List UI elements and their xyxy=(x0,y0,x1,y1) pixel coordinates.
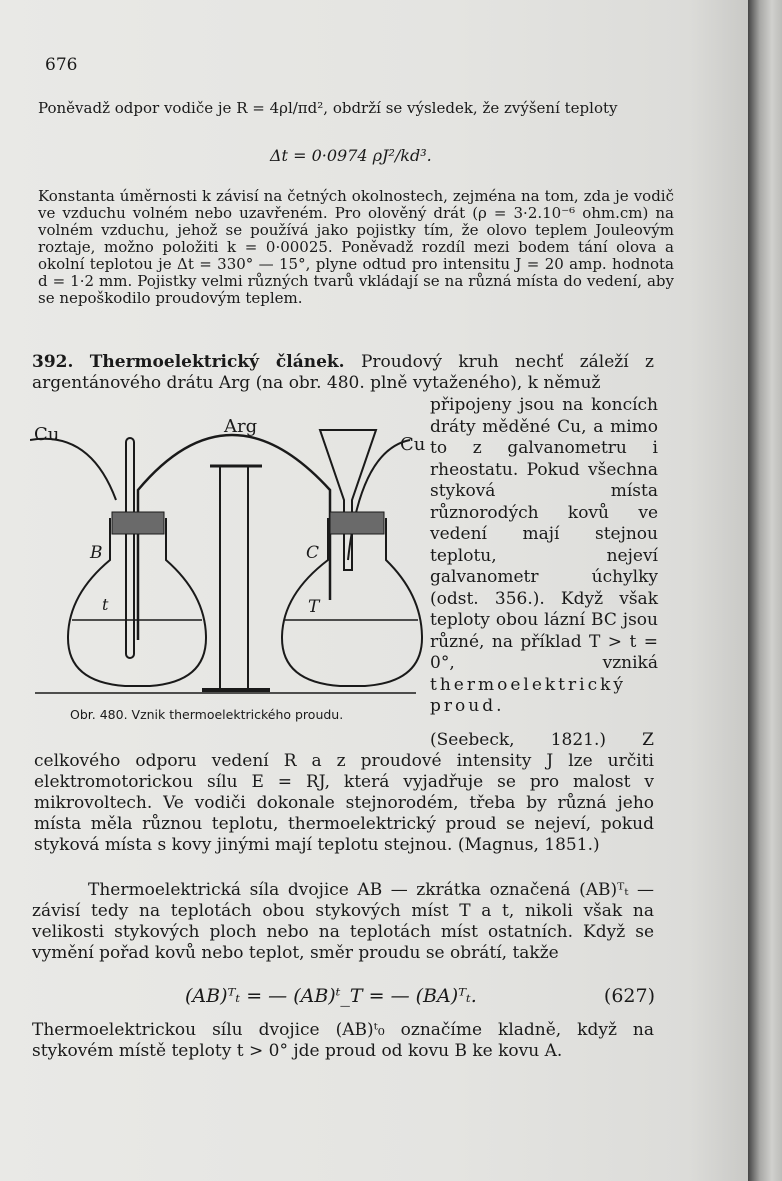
paragraph-constant-k: Konstanta úměrnosti k závisí na četných okolnostech, zejména na tom, zda je vodič ve vzduchu volném nebo uzavřeném. Pro olověný drát (ρ = 3·2.10⁻⁶ ohm.cm) na volném vzduchu, jehož se používá jako pojistky tím, že olovo teplem Jouleovým roztaje, možno položiti k = 0·00025. Poněvadž rozdíl mezi bodem tání olova a okolní teplotou je Δt = 330° — 15°, plyne odtud pro intensitu J = 20 amp. hodnota d = 1·2 mm. Pojistky velmi různých tvarů vkládají se na různá místa do vedení, aby se nepoškodilo proudovým teplem. xyxy=(38,187,674,307)
equation-627 xyxy=(185,985,655,1007)
label-t-small: t xyxy=(102,595,109,614)
copper-wire-left xyxy=(30,439,116,500)
section-lead: Proudový kruh nechť záleží z argentánového drátu Arg (na obr. 480. plně vytaženého), k němuž xyxy=(32,352,655,393)
equation-text: (AB)ᵀₜ = — (AB)ᵗ_T = — (BA)ᵀₜ. xyxy=(185,985,477,1007)
paragraph-final: Thermoelektrickou sílu dvojice (AB)ᵗ₀ označíme kladně, když na stykovém místě teploty t > 0° jde proud od kovu B ke kovu A. xyxy=(32,1020,654,1061)
wrapped-text: připojeny jsou na koncích dráty měděné Cu, a mimo to z galvanometru i rheostatu. Pokud všechna styková místa různorodých kovů ve vedení mají stejnou teplotu, nejeví galvanometr úchylky (odst. 356.). Když však teploty obou lázní BC jsou různé, na příklad T > t = 0°, vzniká xyxy=(430,395,658,673)
page-number: 676 xyxy=(45,55,78,75)
label-cu-right: Cu xyxy=(400,434,426,455)
label-b: B xyxy=(90,543,103,563)
label-t-big: T xyxy=(308,597,320,617)
thermometer xyxy=(126,438,134,658)
label-cu-left: Cu xyxy=(34,424,60,445)
paragraph-thermo-force: Thermoelektrická síla dvojice AB — zkrátka označená (AB)ᵀₜ — závisí tedy na teplotách obou stykových míst T a t, nikoli však na velikosti stykových ploch nebo na teplotách míst ostatních. Když se vymění pořad kovů nebo teplot, směr proudu se obrátí, takže xyxy=(32,880,654,963)
label-c: C xyxy=(306,543,320,563)
copper-wire-right xyxy=(348,440,410,560)
section-392 xyxy=(32,352,654,394)
paragraph-seebeck: (Seebeck, 1821.) Z celkového odporu vedení R a z proudové intensity J lze určiti elektromotorickou sílu E = RJ, která vyjadřuje se pro malost v mikrovoltech. Ve vodiči dokonale stejnorodém, třeba by různá jeho místa měla různou teplotu, thermoelektrický proud se nejeví, pokud styková místa s kovy jinými mají teplotu stejnou. (Magnus, 1851.) xyxy=(34,730,654,855)
wrapped-text-column xyxy=(430,395,658,718)
equation-number: (627) xyxy=(603,985,655,1007)
formula-delta-t: Δt = 0·0974 ρJ²/kd³. xyxy=(270,146,432,165)
section-title: Thermoelektrický článek. xyxy=(89,352,345,372)
spaced-term: thermoelektrický proud. xyxy=(430,674,627,716)
label-arg: Arg xyxy=(224,416,258,437)
intro-text: Poněvadž odpor vodiče je R = 4ρl/πd², obdrží se výsledek, že zvýšení teploty xyxy=(38,99,618,117)
figure-480-diagram xyxy=(30,410,426,706)
figure-caption: Obr. 480. Vznik thermoelektrického proudu. xyxy=(70,707,344,722)
book-edge xyxy=(748,0,782,1181)
section-number: 392. xyxy=(32,352,74,372)
